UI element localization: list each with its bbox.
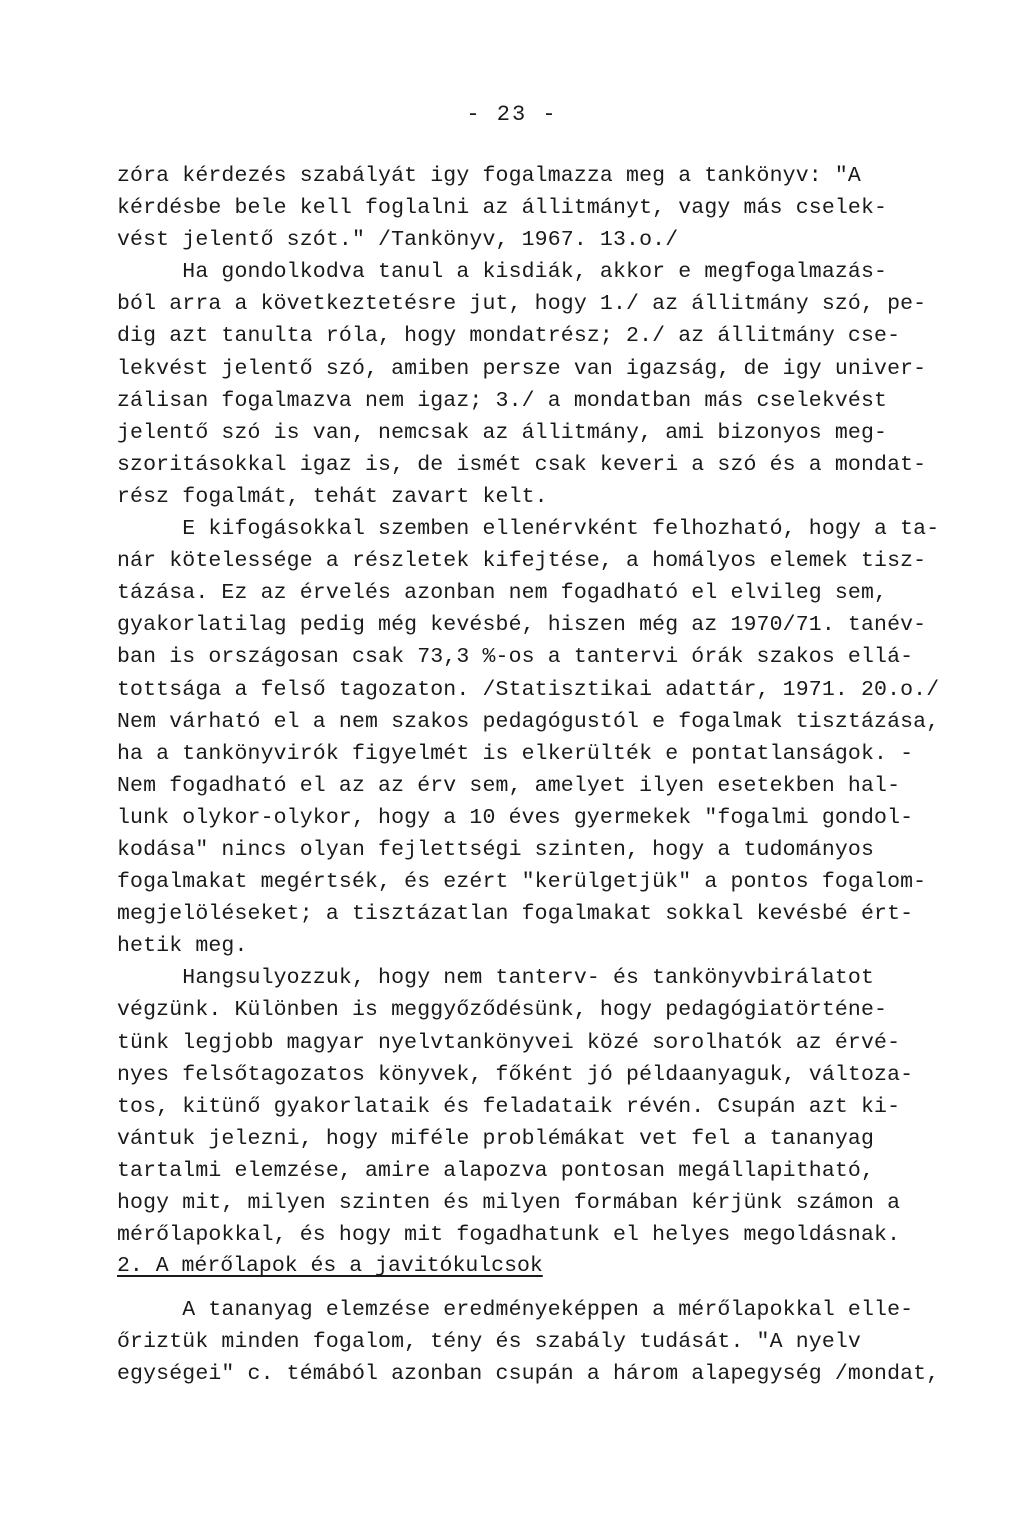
text-line: őriztük minden fogalom, tény és szabály tudását. "A nyelv <box>117 1330 861 1355</box>
text-line: zálisan fogalmazva nem igaz; 3./ a mondatban más cselekvést <box>117 388 888 413</box>
text-line: A tananyag elemzése eredményeképpen a mérőlapokkal elle- <box>117 1298 914 1322</box>
text-line: egységei" c. témából azonban csupán a három alapegység /mondat, <box>117 1362 940 1387</box>
text-line: tartalmi elemzése, amire alapozva pontosan megállapitható, <box>117 1158 875 1183</box>
text-line: zóra kérdezés szabályát igy fogalmazza meg a tankönyv: "A <box>117 164 861 188</box>
text-line: E kifogásokkal szemben ellenérvként felhozható, hogy a ta- <box>117 517 940 542</box>
text-line: rész fogalmát, tehát zavart kelt. <box>117 484 548 509</box>
text-line: ha a tankönyvirók figyelmét is elkerülték e pontatlanságok. - <box>117 741 914 766</box>
text-line: tos, kitünő gyakorlataik és feladataik révén. Csupán azt ki- <box>117 1094 901 1119</box>
text-line: kérdésbe bele kell foglalni az állitmányt, vagy más cselek- <box>117 196 888 221</box>
section-body-text <box>117 1294 957 1390</box>
text-line: vést jelentő szót." /Tankönyv, 1967. 13.o./ <box>117 228 679 253</box>
text-line: mérőlapokkal, és hogy mit fogadhatunk el helyes megoldásnak. <box>117 1223 901 1248</box>
text-line: ban is országosan csak 73,3 %-os a tantervi órák szakos ellá- <box>117 645 914 670</box>
text-line: gyakorlatilag pedig még kevésbé, hiszen még az 1970/71. tanév- <box>117 613 927 638</box>
body-text <box>117 160 957 1251</box>
text-line: Nem várható el a nem szakos pedagógustól e fogalmak tisztázása, <box>117 709 940 734</box>
text-line: lekvést jelentő szó, amiben persze van igazság, de igy univer- <box>117 356 927 381</box>
text-line: végzünk. Különben is meggyőződésünk, hogy pedagógiatörténe- <box>117 998 888 1023</box>
text-line: hogy mit, milyen szinten és milyen formában kérjünk számon a <box>117 1191 901 1215</box>
text-line: nyes felsőtagozatos könyvek, főként jó példaanyaguk, változa- <box>117 1062 914 1087</box>
text-line: szoritásokkal igaz is, de ismét csak keveri a szó és a mondat- <box>117 452 927 477</box>
text-line: megjelöléseket; a tisztázatlan fogalmakat sokkal kevésbé ért- <box>117 902 914 927</box>
text-line: lunk olykor-olykor, hogy a 10 éves gyermekek "fogalmi gondol- <box>117 805 914 830</box>
text-line: dig azt tanulta róla, hogy mondatrész; 2./ az állitmány cse- <box>117 324 901 349</box>
text-line: Nem fogadható el az az érv sem, amelyet ilyen esetekben hal- <box>117 773 901 798</box>
page-number: - 23 - <box>466 102 558 127</box>
text-line: fogalmakat megértsék, és ezért "kerülgetjük" a pontos fogalom- <box>117 870 927 895</box>
text-line: Ha gondolkodva tanul a kisdiák, akkor e megfogalmazás- <box>117 260 888 285</box>
text-line: tottsága a felső tagozaton. /Statisztikai adattár, 1971. 20.o./ <box>117 677 940 702</box>
text-line: tázása. Ez az érvelés azonban nem fogadható el elvileg sem, <box>117 581 888 606</box>
text-line: hetik meg. <box>117 934 248 959</box>
text-line: ból arra a következtetésre jut, hogy 1./ az állitmány szó, pe- <box>117 292 927 317</box>
text-line: Hangsulyozzuk, hogy nem tanterv- és tankönyvbirálatot <box>117 966 875 991</box>
text-line: kodása" nincs olyan fejlettségi szinten, hogy a tudományos <box>117 837 875 862</box>
text-line: nár kötelessége a részletek kifejtése, a homályos elemek tisz- <box>117 549 927 574</box>
text-line: vántuk jelezni, hogy miféle problémákat vet fel a tananyag <box>117 1126 875 1151</box>
text-line: tünk legjobb magyar nyelvtankönyvei közé sorolhatók az érvé- <box>117 1030 901 1055</box>
section-heading: 2. A mérőlapok és a javitókulcsok <box>117 1254 543 1278</box>
text-line: jelentő szó is van, nemcsak az állitmány, ami bizonyos meg- <box>117 420 888 445</box>
